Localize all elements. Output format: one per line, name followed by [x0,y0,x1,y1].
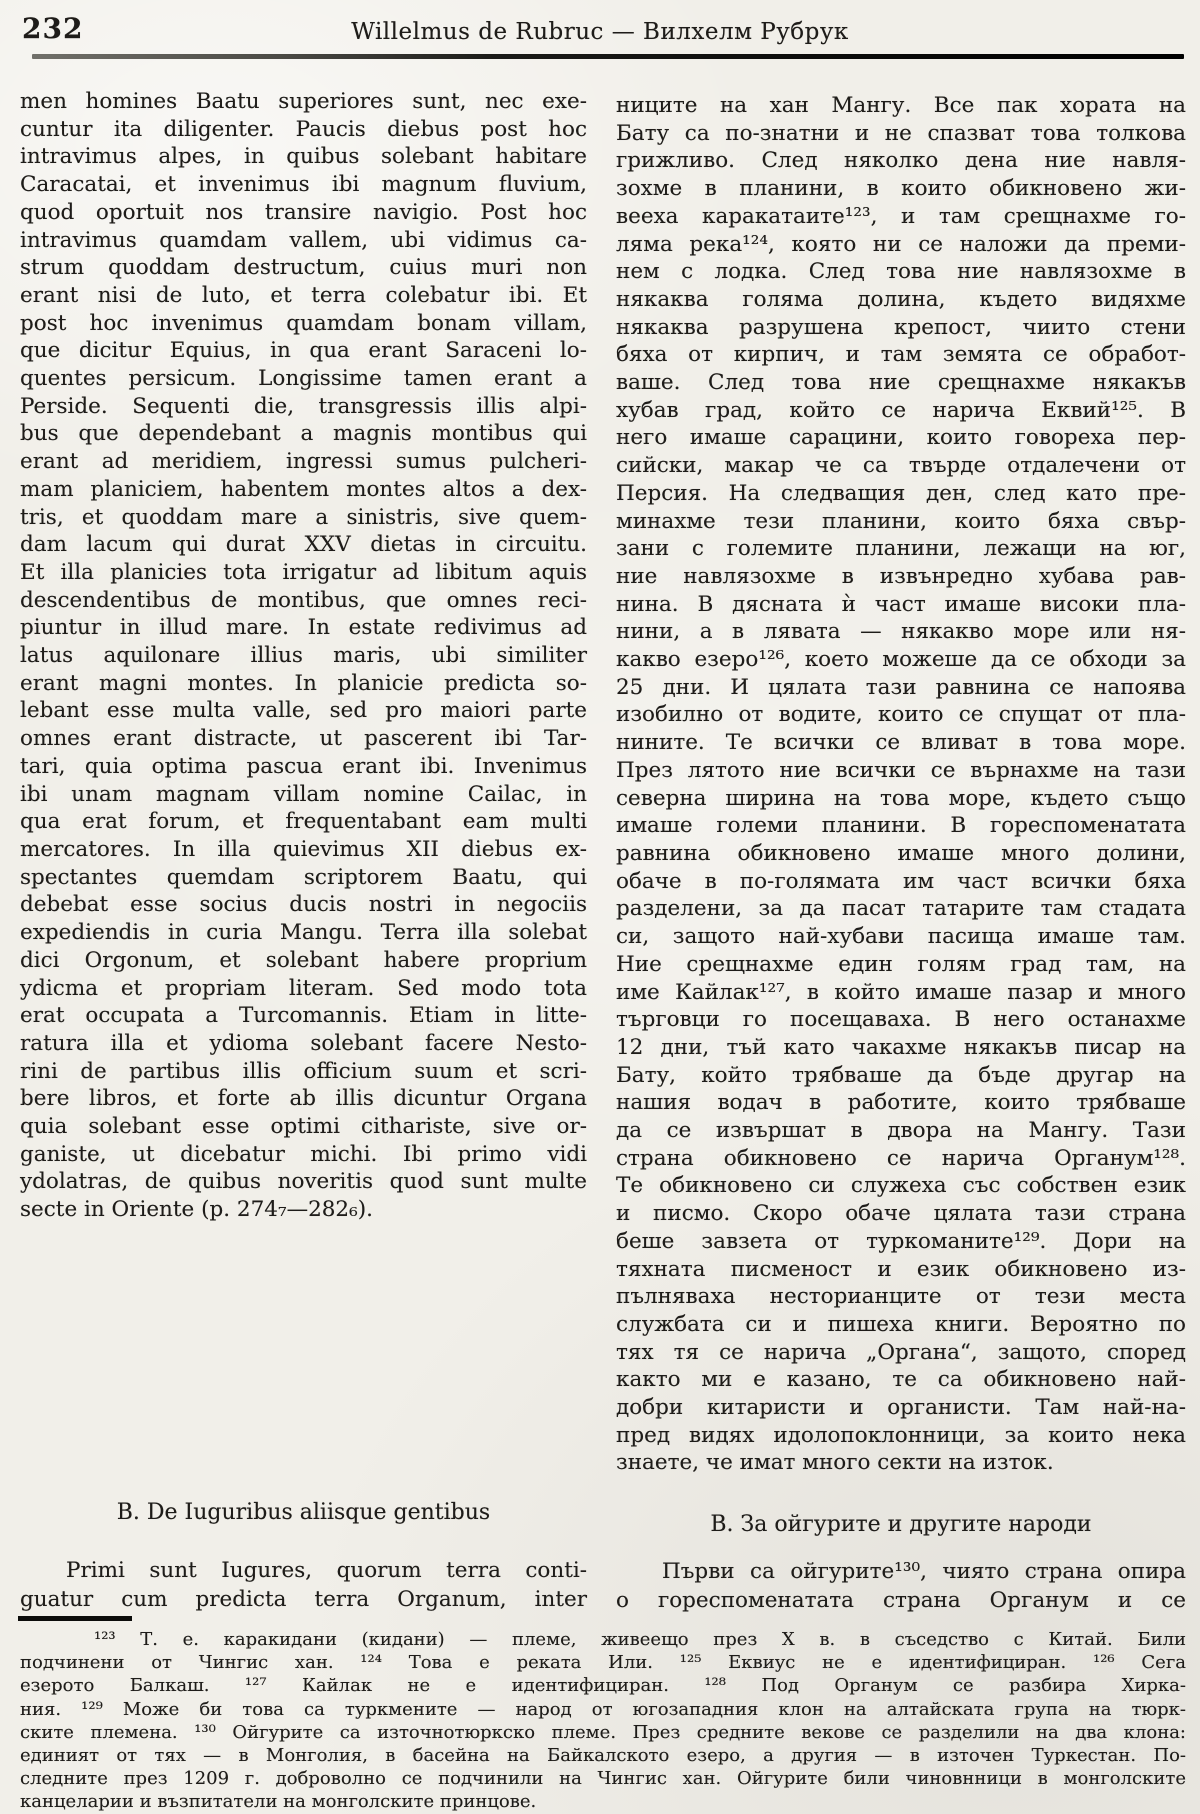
text-line: единият от тях — в Монголия, в басейна на Байкалското езеро, а другия — в източен Туркестан. По- [20,1745,1186,1767]
text-line: о гореспоменатата страна Органум и се [616,1587,1186,1613]
text-line: bere libros, et forte ab illis dicuntur Organa [20,1086,587,1112]
text-line: бяха от кирпич, и там земята се обработ- [616,342,1186,368]
text-line: intravimus quamdam vallem, ubi vidimus ca- [20,227,587,253]
text-line: какво езеро¹²⁶, което можеше да се обходи за [616,647,1186,673]
text-line: dici Orgonum, et solebant habere proprium [20,947,587,973]
bulgarian-text-column [616,92,1186,1477]
text-line: Те обикновено си служеха със собствен език [616,1173,1186,1199]
text-line: ibi unam magnam villam nomine Cailac, in [20,781,587,807]
text-line: qua erat forum, et frequentabant eam multi [20,809,587,835]
text-line: intravimus alpes, in quibus solebant habitare [20,144,587,170]
text-line: него имаше сарацини, които говореха пер- [616,425,1186,451]
text-line: piuntur in illud mare. In estate redivimus ad [20,615,587,641]
text-line: Първи са ойгурите¹³⁰, чиято страна опира [662,1559,1186,1584]
text-line: канцеларии и възпитатели на монголските принцове. [20,1791,537,1813]
text-line: пълняваха несторианците от тези места [616,1284,1186,1310]
text-line: Бату, който трябваше да бъде другар на [616,1062,1186,1088]
page-number: 232 [22,12,84,45]
text-line: тяхната писменост и език обикновено из- [616,1256,1186,1282]
text-line: descendentibus de montibus, que omnes reci- [20,587,587,613]
text-line: ния. ¹²⁹ Може би това са туркмените — народ от югозападния клон на алтайската група на тюрк- [20,1698,1186,1720]
text-line: Бату са по-знатни и не спазват това толкова [616,120,1186,146]
text-line: ydicma et propriam literam. Sed modo tota [20,975,587,1001]
text-line: хубав град, който се нарича Еквий¹²⁵. В [616,397,1186,423]
text-line: име Кайлак¹²⁷, в който имаше пазар и много [616,979,1186,1005]
text-line: ниците на хан Мангу. Все пак хората на [616,93,1186,118]
text-line: минахме тези планини, които бяха свър- [616,508,1186,534]
text-line: rini de partibus illis officium suum et scri- [20,1058,587,1084]
text-line: que dicitur Equius, in qua erant Saraceni lo- [20,338,587,364]
text-line: нина. В дясната ѝ част имаше високи пла- [616,591,1186,617]
text-line: ляма река¹²⁴, която ни се наложи да преми- [616,231,1186,257]
text-line: guatur cum predicta terra Organum, inter [20,1586,587,1612]
text-line: зохме в планини, в които обикновено жи- [616,176,1186,202]
text-line: quentes persicum. Longissime tamen erant a [20,366,587,392]
footnotes-block [20,1628,1186,1814]
text-line: следните през 1209 г. доброволно се подчинили на Чингис хан. Ойгурите били чиновнници в монголските [20,1768,1186,1790]
bulgarian-section-paragraph [616,1558,1186,1615]
text-line: както ми е казано, те са обикновено най- [616,1367,1186,1393]
text-line: добри китаристи и органисти. Там най-на- [616,1395,1186,1421]
text-line: изобилно от водите, които се спущат от пла- [616,702,1186,728]
text-line: erant nisi de luto, et terra colebatur ibi. Et [20,282,587,308]
text-line: men homines Baatu superiores sunt, nec exe- [20,89,587,114]
text-line: нини, а в лявата — някакво море или ня- [616,619,1186,645]
text-line: равнина обикновено имаше много долини, [616,840,1186,866]
text-line: 25 дни. И цялата тази равнина се напоява [616,674,1186,700]
text-line: северна ширина на това море, където също [616,785,1186,811]
text-line: 12 дни, тъй като чакахме някакъв писар на [616,1034,1186,1060]
latin-section-heading: B. De Iuguribus aliisque gentibus [116,1500,491,1525]
bulgarian-section-heading: В. За ойгурите и другите народи [710,1512,1092,1537]
text-line: сийски, макар че са твърде отдалечени от [616,453,1186,479]
text-line: dam lacum qui durat XXV dietas in circuitu. [20,532,587,558]
text-line: secte in Oriente (p. 274₇—282₆). [20,1197,373,1223]
text-line: Primi sunt Iugures, quorum terra conti- [66,1558,587,1583]
text-line: ние навлязохме в извънредно хубава рав- [616,563,1186,589]
text-line: разделени, за да пасат татарите там стадата [616,896,1186,922]
text-line: вееха каракатаите¹²³, и там срещнахме го- [616,203,1186,229]
text-line: зани с големите планини, лежащи на юг, [616,536,1186,562]
text-line: ratura illa et ydioma solebant facere Nesto- [20,1030,587,1056]
text-line: cuntur ita diligenter. Paucis diebus post hoc [20,116,587,142]
text-line: знаете, че имат много секти на изток. [616,1450,1054,1476]
text-line: spectantes quemdam scriptorem Baatu, qui [20,864,587,890]
text-line: mercatores. In illa quievimus XII diebus ex- [20,836,587,862]
latin-section-paragraph [20,1557,587,1614]
running-header-title: Willelmus de Rubruc — Вилхелм Рубрук [351,19,849,45]
text-line: mam planiciem, habentem montes altos a dex- [20,476,587,502]
text-line: omnes erant distracte, ut pascerent ibi Tar- [20,726,587,752]
text-line: strum quoddam destructum, cuius muri non [20,255,587,281]
text-line: erant magni montes. In planicie predicta so- [20,670,587,696]
text-line: ваше. След това ние срещнахме някакъв [616,370,1186,396]
text-line: tari, quia optima pascua erant ibi. Invenimus [20,753,587,779]
text-line: страна обикновено се нарича Органум¹²⁸. [616,1145,1186,1171]
text-line: някаква разрушена крепост, чиито стени [616,314,1186,340]
text-line: нем с лодка. След това ние навлязохме в [616,259,1186,285]
text-line: През лятото ние всички се върнахме на тази [616,757,1186,783]
latin-text-column [20,88,587,1224]
footnote-separator-rule [18,1616,132,1621]
header-rule [32,54,1184,59]
text-line: quod oportuit nos transire navigio. Post hoc [20,199,587,225]
text-line: си, защото най-хубави пасища имаше там. [616,924,1186,950]
text-line: езерото Балкаш. ¹²⁷ Кайлак не е идентифициран. ¹²⁸ Под Органум се разбира Хирка- [20,1675,1186,1697]
text-line: Perside. Sequenti die, transgressis illis alpi- [20,393,587,419]
text-line: tris, et quoddam mare a sinistris, sive quem- [20,504,587,530]
text-line: нашия водач в работите, които трябваше [616,1090,1186,1116]
text-line: ganiste, ut dicebatur michi. Ibi primo vidi [20,1141,587,1167]
text-line: ските племена. ¹³⁰ Ойгурите са източнотюркско племе. През средните векове се разделили на два клона: [20,1721,1186,1743]
text-line: Персия. На следващия ден, след като пре- [616,480,1186,506]
text-line: и писмо. Скоро обаче цялата тази страна [616,1201,1186,1227]
text-line: подчинени от Чингис хан. ¹²⁴ Това е реката Или. ¹²⁵ Еквиус не е идентифициран. ¹²⁶ Сега [20,1652,1186,1674]
text-line: имаше големи планини. В гореспоменатата [616,813,1186,839]
text-line: някаква голяма долина, където видяхме [616,286,1186,312]
text-line: debebat esse socius ducis nostri in negociis [20,892,587,918]
text-line: Ние срещнахме един голям град там, на [616,951,1186,977]
text-line: Caracatai, et invenimus ibi magnum fluvium, [20,172,587,198]
text-line: post hoc invenimus quamdam bonam villam, [20,310,587,336]
text-line: обаче в по-голямата им част всички бяха [616,868,1186,894]
text-line: latus aquilonare illius maris, ubi similiter [20,643,587,669]
text-line: грижливо. След няколко дена ние навля- [616,148,1186,174]
text-line: тях тя се нарича „Органа“, защото, според [616,1339,1186,1365]
text-line: erat occupata a Turcomannis. Etiam in litte- [20,1003,587,1029]
text-line: erant ad meridiem, ingressi sumus pulcheri- [20,449,587,475]
text-line: ¹²³ Т. е. каракидани (кидани) — племе, живеещо през X в. в съседство с Китай. Били [94,1629,1186,1650]
text-line: търговци го посещаваха. В него останахме [616,1007,1186,1033]
text-line: службата си и пишеха книги. Вероятно по [616,1311,1186,1337]
text-line: bus que dependebant a magnis montibus qui [20,421,587,447]
text-line: quia solebant esse optimi cithariste, sive or- [20,1114,587,1140]
text-line: беше завзета от туркоманите¹²⁹. Дори на [616,1228,1186,1254]
text-line: lebant esse multa valle, sed pro maiori parte [20,698,587,724]
text-line: нините. Те всички се вливат в това море. [616,730,1186,756]
text-line: пред видях идолопоклонници, за които нека [616,1422,1186,1448]
text-line: да се извършат в двора на Мангу. Тази [616,1118,1186,1144]
text-line: expediendis in curia Mangu. Terra illa solebat [20,920,587,946]
text-line: ydolatras, de quibus noveritis quod sunt multe [20,1169,587,1195]
text-line: Et illa planicies tota irrigatur ad libitum aquis [20,559,587,585]
